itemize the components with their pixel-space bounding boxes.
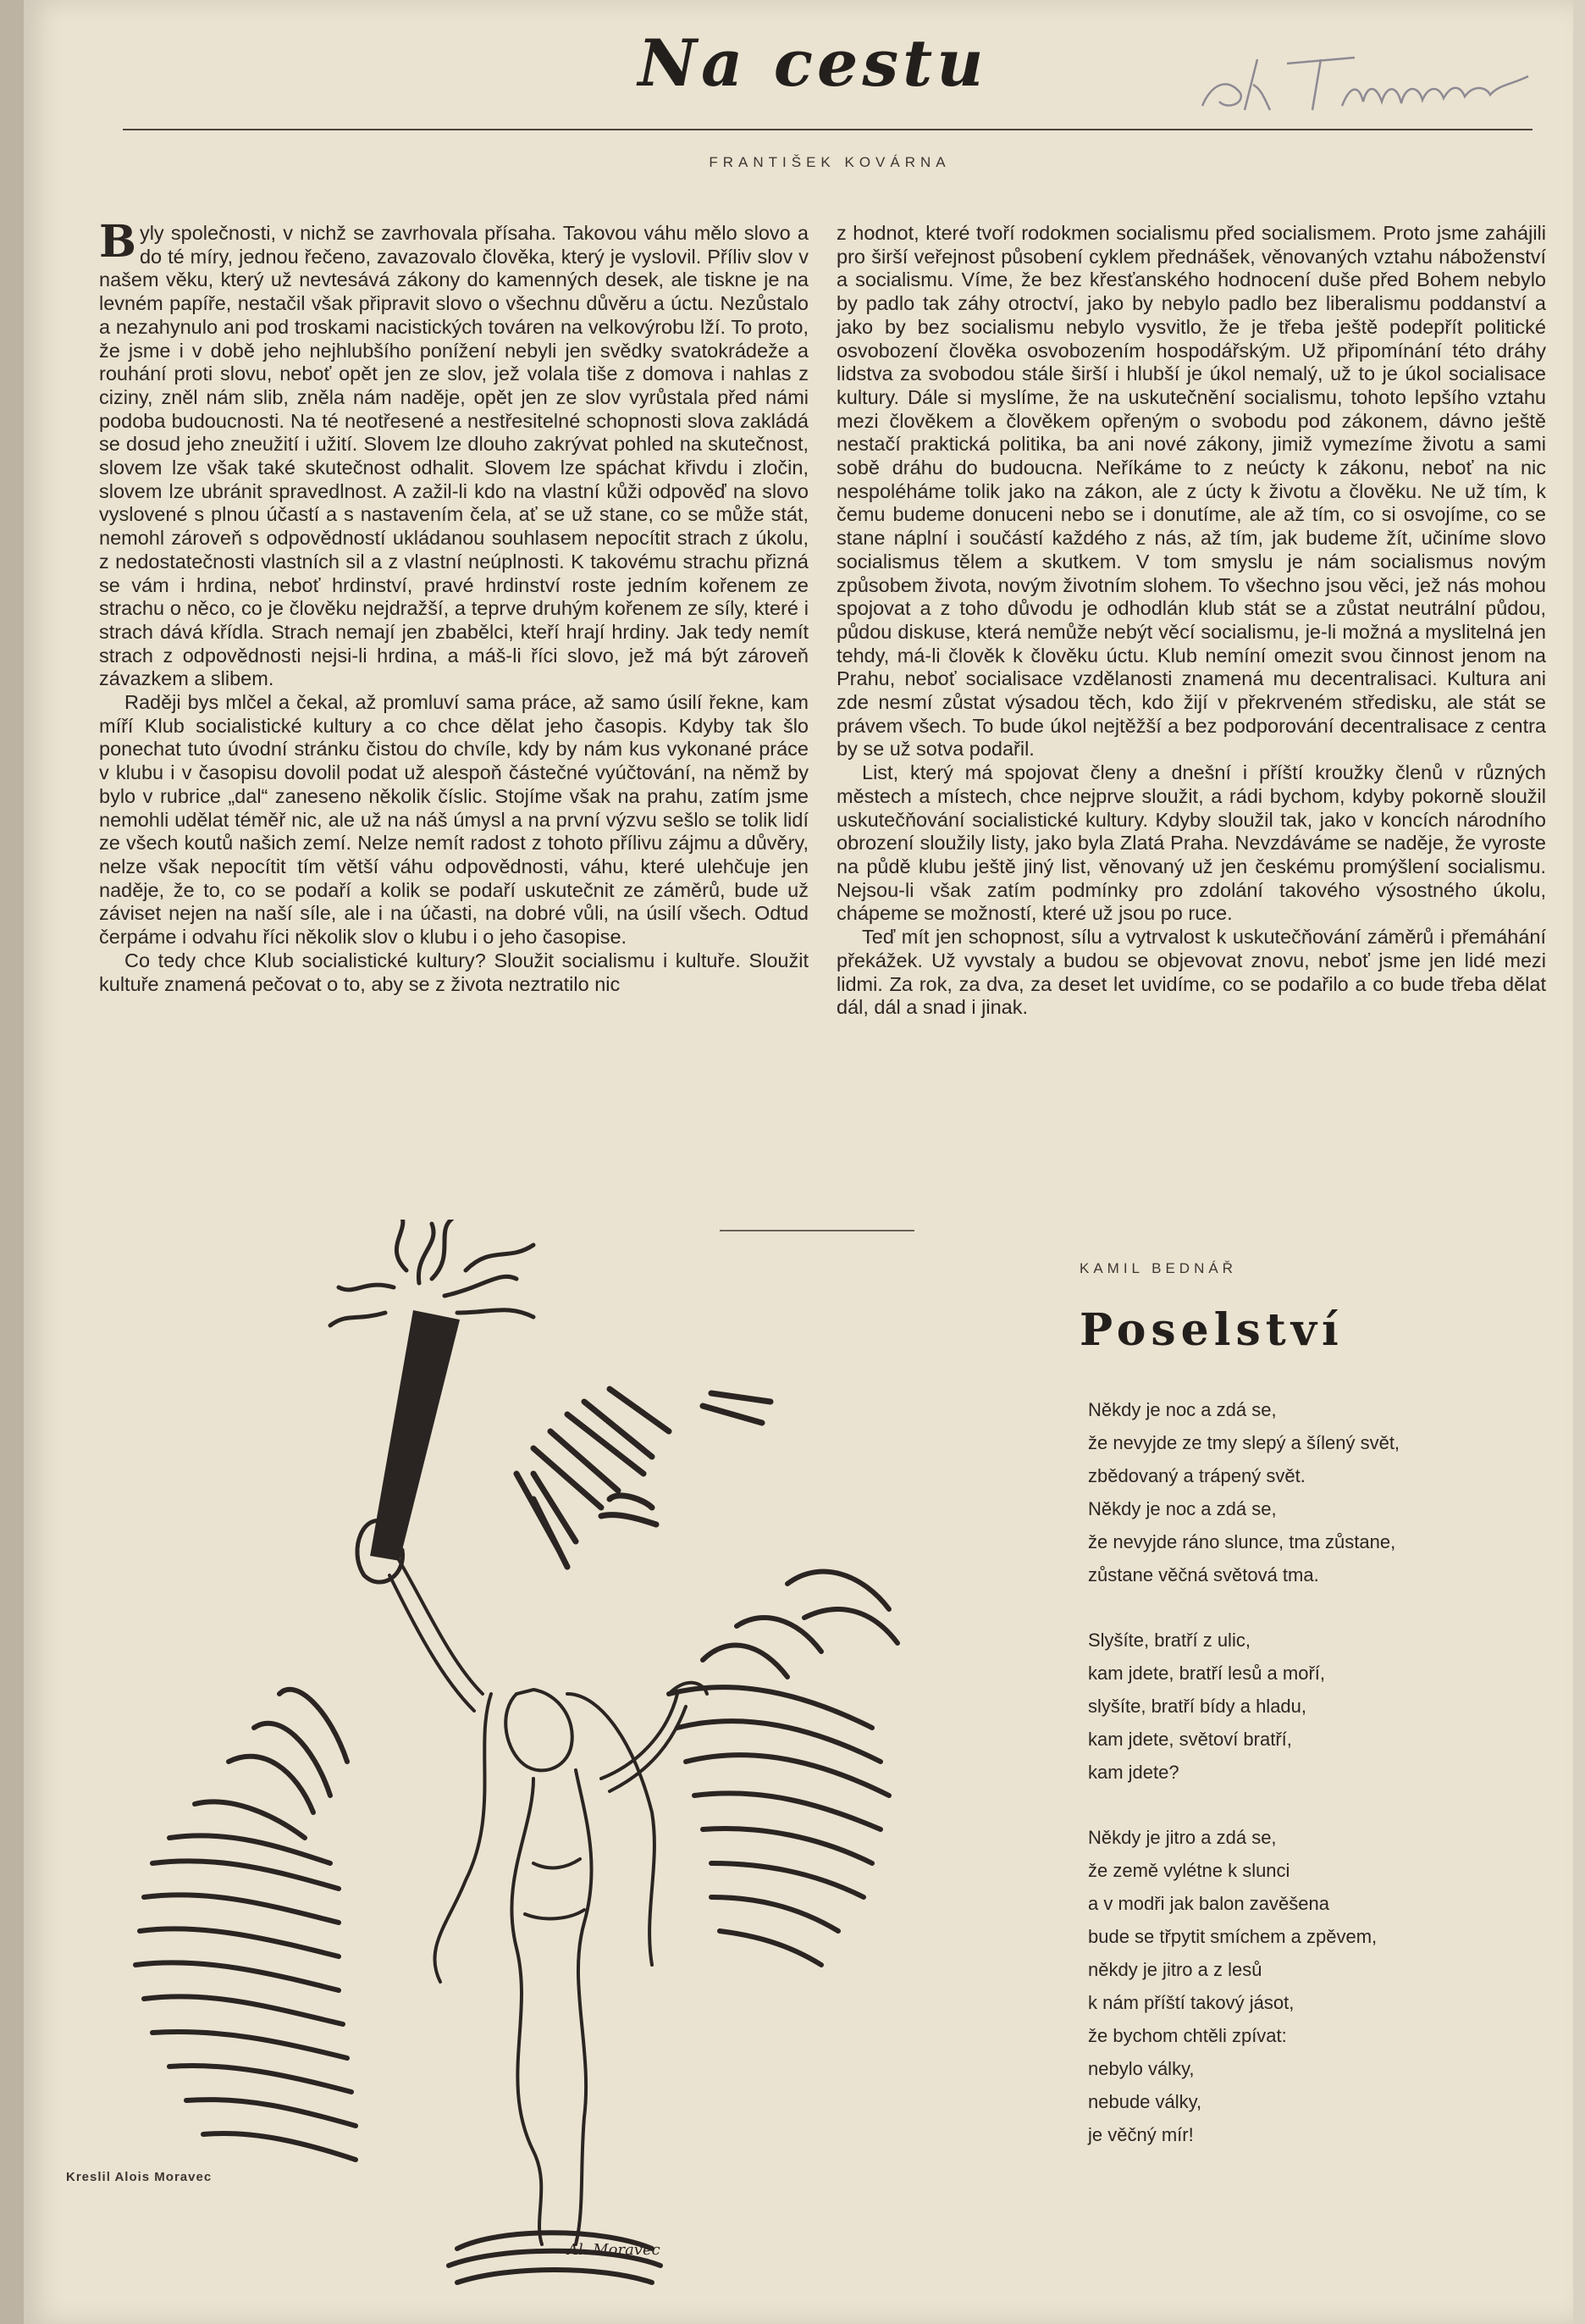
article-paragraph: Teď mít jen schopnost, sílu a vytrvalost k uskutečňování záměrů i přemáhání překážek. Už vyvstaly a budou se objevovat znovu, neboť jsme jen lidé mezi lidmi. Za rok, za dva, za deset let uvidíme, co se podařilo a co bude třeba dělat dál, dál a snad i jinak. [837,926,1546,1019]
title-rule [123,129,1533,130]
poem-line: nebude války, [1088,2091,1202,2112]
poem-title: Poselství [1080,1304,1344,1356]
article-column-left [99,216,809,996]
poem-line: Někdy je noc a zdá se, [1088,1498,1277,1519]
poem-line: že země vylétne k slunci [1088,1860,1290,1881]
poem-line: Slyšíte, bratří z ulic, [1088,1630,1251,1651]
poem-line: nebylo války, [1088,2058,1195,2079]
poem-line: k nám příští takový jásot, [1088,1992,1295,2013]
poem-body [1088,1393,1400,2183]
poem-line: kam jdete, světoví bratří, [1088,1729,1292,1750]
poem-line: a v modři jak balon zavěšena [1088,1893,1329,1914]
poem-line: že nevyjde ráno slunce, tma zůstane, [1088,1531,1396,1552]
illustration-credit: Kreslil Alois Moravec [66,2170,213,2184]
article-paragraph: List, který má spojovat členy a dnešní i příští kroužky členů v různých městech a místech, chce nejprve sloužit, a rádi bychom, kdyby pokorně sloužil uskutečňování socialistické kultury. Kdyby sloužil tak, jako v koncích národního obrození sloužily listy, jako byla Zlatá Praha. Nevzdáváme se naděje, že vyroste na půdě klubu ještě jiný list, věnovaný už jen českému promýšlení socialismu. Nejsou-li však zatím podmínky pro zdolání takového výsostného úkolu, chápeme se možností, které už jsou po ruce. [837,761,1546,925]
poem-line: zůstane věčná světová tma. [1088,1564,1319,1585]
poem-line: slyšíte, bratří bídy a hladu, [1088,1696,1307,1717]
poem-line: někdy je jitro a z lesů [1088,1959,1262,1980]
poem-line: bude se třpytit smíchem a zpěvem, [1088,1926,1378,1947]
poem-line: je věčný mír! [1088,2124,1194,2145]
handwritten-note [1194,25,1549,127]
article-title: Na cestu [638,25,988,101]
poem-stanza [1088,1393,1400,1591]
poem-line: kam jdete, bratří lesů a moří, [1088,1663,1325,1684]
illustration-signature: Al. Moravec [567,2241,660,2259]
poem-stanza [1088,1624,1400,1789]
poem-author: KAMIL BEDNÁŘ [1080,1260,1237,1276]
article-paragraph: Byly společnosti, v nichž se zavrhovala přísaha. Takovou váhu mělo slovo a do té míry, jednou řečeno, zavazovalo člověka, který je vyslovil. Příliv slov v našem věku, který už nevtesává zákony do kamenných desek, ale tiskne je na levném papíře, nestačil však připravit slovo o všechnu důvěru a úctu. Nezůstalo a nezahynulo ani pod troskami nacistických továren na velkovýrobu lží. To proto, že jsme i v době jeho nejhlubšího ponížení nebyli jen svědky svatokrádeže a rouhání proti slovu, neboť opět jen ze slov, jež volala tiše z domova i nahlas z ciziny, zněl nám slib, zněla nám naděje, opět jen ze slov vyrůstala před námi podoba budoucnosti. Na té neotřesené a nestřesitelné schopnosti slova zakládá se dosud jeho zneužití i užití. Slovem lze dlouho zakrývat pohled na skutečnost, slovem lze však také skutečnost odhalit. Slovem lze spáchat křivdu i zločin, slovem lze ubránit spravedlnost. A zažil-li kdo na vlastní kůži odpověď na slovo vyslovené s plnou účastí a s nastavením čela, ať se už stane, co se může stát, nemohl zároveň s odpovědností ukládanou souhlasem nepocítit strach z úkolu, z nedostatečnosti vlastních sil a z vlastní neúplnosti. K takovému strachu přizná se vám i hrdina, neboť hrdinství, pravé hrdinství roste jedním kořenem ze strachu o něco, co je člověku nejdražší, a teprve druhým kořenem ze síly, které i strach dává křídla. Strach nemají jen zbabělci, kteří hrají hrdiny. Jak tedy nemít strach z odpovědnosti nejsi-li hrdina, a máš-li říci slovo, jež má být zároveň závazkem a slibem. [99,216,809,690]
article-paragraph: z hodnot, které tvoří rodokmen socialismu před socialismem. Proto jsme zahájili pro širší veřejnost působení cyklem přednášek, věnovaných vztahu náboženství a socialismu. Víme, že bez křesťanského hodnocení duše před Bohem nebylo by padlo tak záhy otroctví, jako by nebylo padlo bez liberalismu poddanství a jako by bez socialismu nebylo vysvitlo, že je třeba ještě podepřít politické osvobození člověka osvobozením hospodářským. Už připomínání této dráhy lidstva za svobodou stále širší i hlubší je úkol nemalý, už to je úkol socialisace kultury. Dále si myslíme, že na uskutečnění socialismu, tohoto lepšího vztahu mezi člověkem a člověkem opřeným o svobodu pod zákonem, dávno ještě nestačí praktická politika, ba ani nové zákony, jimiž vymezíme životu a sami sobě dráhu do budoucna. Neříkáme to z neúcty k zákonu, neboť na nic nespoléháme tolik jako na zákon, ale z úcty k životu a člověku. Ne už tím, k čemu budeme donuceni nebo se i donutíme, ale až tím, co si osvojíme, co se stane náplní i součástí každého z nás, až tím, jak budeme žít, učiníme slovo socialismus tělem a skutkem. V tom smyslu je nám socialismus novým způsobem života, novým životním slohem. To všechno jsou věci, jež nás mohou spojovat a z toho důvodu je odhodlán klub stát se a zůstat neutrální půdou, půdou diskuse, která nemůže nebýt věcí socialismu, je-li možná a myslitelná jen tehdy, má-li člověk k člověku úctu. Klub nemíní omezit svou činnost jenom na Prahu, neboť socialisace vzdělanosti znamená mu decentralisaci. Kultura ani zde nesmí zůstat výsadou těch, kdo žijí v překrveném středisku, ale stát se právem všech. To bude úkol nejtěžší a bez podporování decentralisace z centra by se už sotva podařil. [837,222,1546,761]
article-paragraph: Co tedy chce Klub socialistické kultury? Sloužit socialismu i kultuře. Sloužit kultuře znamená pečovat o to, aby se z života neztratilo nic [99,949,809,995]
poem-line: Někdy je jitro a zdá se, [1088,1827,1277,1848]
page-spine [0,0,24,2324]
torch-angel-illustration [59,1220,974,2295]
article-paragraph: Raději bys mlčel a čekal, až promluví sama práce, až samo úsilí řekne, kam míří Klub socialistické kultury a co chce dělat jeho časopis. Kdyby tak šlo ponechat tuto úvodní stránku čistou do chvíle, kdy by nám kus vykonané práce v klubu i v časopisu dovolil podat už alespoň částečné vyúčtování, na němž by bylo v rubrice „dal“ zaneseno několik číslic. Stojíme však na prahu, zatím jsme nemohli udělat téměř nic, ale už na náš úmysl a na první výzvu sešlo se tolik lidí ze všech koutů našich zemí. Nelze nemít radost z tohoto přílivu zájmu a důvěry, nelze však nepocítit tím větší váhu odpovědnosti, váhu, které ulehčuje jen naděje, že to, co se podaří a kolik se podaří uskutečnit ze záměrů, bude už záviset nejen na naší síle, ale i na účasti, na dobré vůli, na úsilí všech. Odtud čerpáme i odvahu říci několik slov o klubu i o jeho časopise. [99,691,809,949]
drop-cap: B [99,216,136,268]
poem-line: Někdy je noc a zdá se, [1088,1399,1277,1420]
poem-line: že bychom chtěli zpívat: [1088,2025,1287,2046]
article-column-right [837,222,1546,1020]
poem-stanza [1088,1821,1400,2151]
poem-line: že nevyjde ze tmy slepý a šílený svět, [1088,1432,1400,1453]
poem-line: zbědovaný a trápený svět. [1088,1465,1306,1486]
poem-line: kam jdete? [1088,1762,1179,1783]
article-author: FRANTIŠEK KOVÁRNA [709,154,951,170]
